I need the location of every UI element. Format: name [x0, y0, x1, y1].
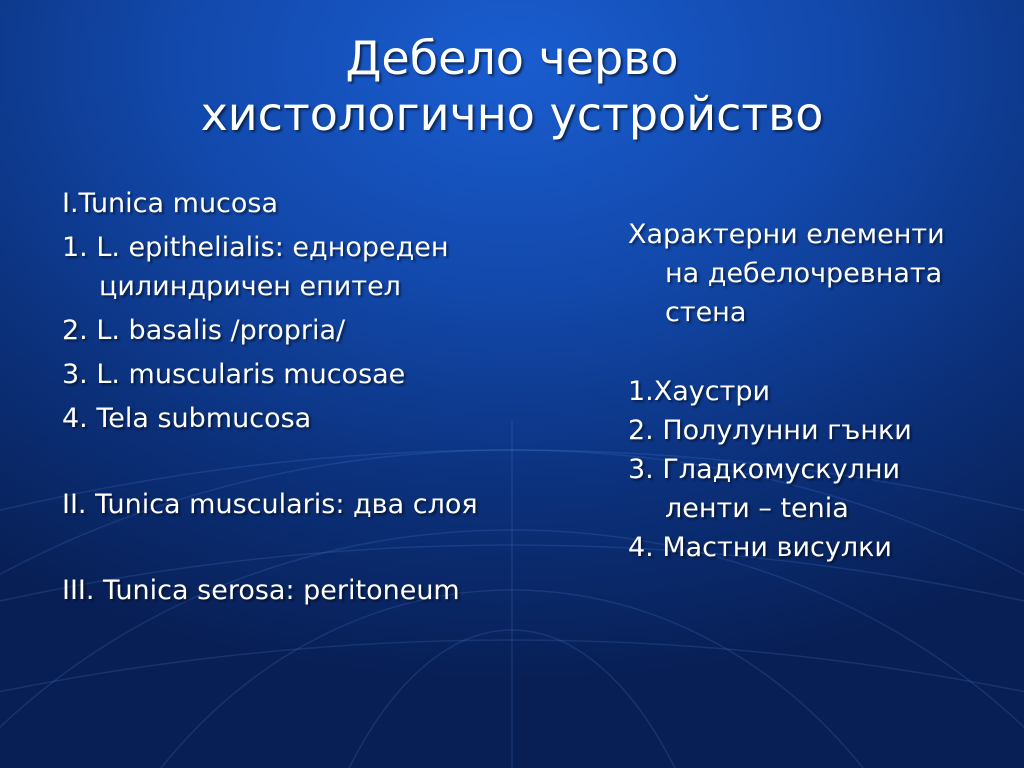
tunica-muscularis-line: II. Tunica muscularis: два слоя — [62, 489, 478, 520]
list-item-basalis: 2. L. basalis /propria/ — [62, 315, 346, 346]
tunica-serosa-line: III. Tunica serosa: peritoneum — [62, 575, 460, 606]
slide-title-line-2: хистологично устройство — [200, 87, 824, 141]
slide-title — [0, 30, 1024, 142]
list-item-smooth-muscle-bands-continuation: ленти – tenia — [665, 493, 849, 524]
list-item-muscularis-mucosae: 3. L. muscularis mucosae — [62, 359, 406, 390]
right-column-list — [628, 215, 1018, 567]
list-item-fat-appendages: 4. Мастни висулки — [628, 532, 892, 563]
slide-title-line-1: Дебело черво — [345, 31, 679, 85]
characteristic-elements-heading-line-3: стена — [665, 297, 747, 328]
left-column-list — [62, 184, 622, 610]
list-item-semilunar-folds: 2. Полулунни гънки — [628, 415, 912, 446]
list-item-tela-submucosa: 4. Tela submucosa — [62, 403, 312, 434]
list-item-smooth-muscle-bands: 3. Гладкомускулни — [628, 454, 901, 485]
characteristic-elements-heading: Характерни елементи — [628, 219, 945, 250]
list-item-epithelialis-continuation: цилиндричен епител — [99, 271, 401, 302]
tunica-mucosa-heading: I.Tunica mucosa — [62, 188, 279, 219]
characteristic-elements-heading-line-2: на дебелочревната — [665, 258, 943, 289]
list-item-haustra: 1.Хаустри — [628, 376, 771, 407]
list-item-epithelialis: 1. L. epithelialis: еднореден — [62, 232, 449, 263]
